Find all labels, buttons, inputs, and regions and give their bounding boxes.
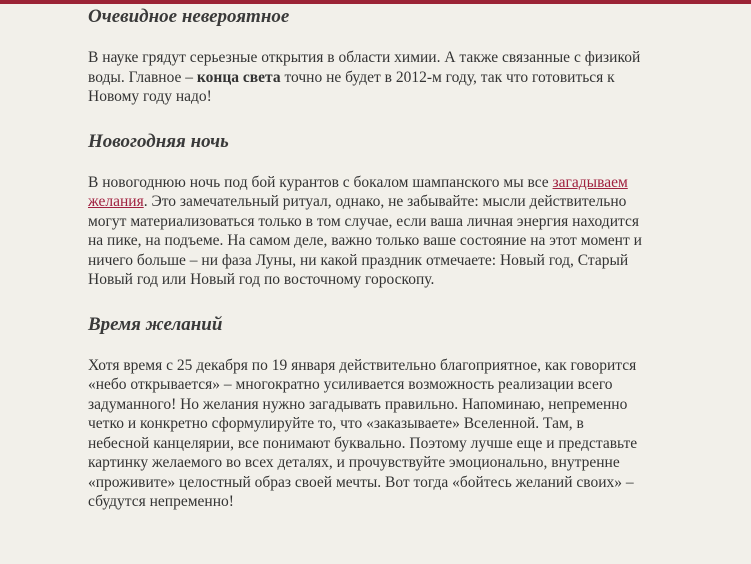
top-border-bar <box>0 0 751 4</box>
article-body <box>88 5 648 512</box>
bold-phrase-end-of-world: конца света <box>196 68 281 86</box>
paragraph-text: . Это замечательный ритуал, однако, не забывайте: мысли действительно могут материализоваться только в том случае, если ваша личная энергия находится на пике, на подъеме. На самом деле, важно только ваше состояние на этот момент и ничего больше – ни фаза Луны, ни какой праздник отмечаете: Новый год, Старый Новый год или Новый год по восточному гороскопу. <box>88 193 642 288</box>
section-heading-obvious-incredible: Очевидное невероятное <box>88 6 290 27</box>
paragraph-text: точно не будет в 2012-м году, так что готовиться к Новому году надо! <box>88 68 615 105</box>
section-paragraph-new-year-night <box>88 173 648 290</box>
paragraph-text: В новогоднюю ночь под бой курантов с бокалом шампанского мы все <box>88 173 553 191</box>
section-heading-wish-time: Время желаний <box>88 313 223 335</box>
section-paragraph-obvious-incredible <box>88 48 648 107</box>
section-paragraph-wish-time: Хотя время с 25 декабря по 19 января действительно благоприятное, как говорится «небо открывается» – многократно усиливается возможность реализации всего задуманного! Но желания нужно загадывать правильно. Напоминаю, непременно четко и конкретно сформулируйте то, что «заказываете» Вселенной. Там, в небесной канцелярии, все понимают буквально. Поэтому лучше еще и представьте картинку желаемого во всех деталях, и прочувствуйте эмоционально, внутренне «проживите» целостный образ своей мечты. Вот тогда «бойтесь желаний своих» – сбудутся непременно! <box>88 356 638 510</box>
make-wishes-link[interactable]: загадываем желания <box>88 173 628 210</box>
paragraph-text: В науке грядут серьезные открытия в области химии. А также связанные с физикой воды. Главное – <box>88 49 641 86</box>
section-heading-new-year-night: Новогодняя ночь <box>88 130 229 152</box>
